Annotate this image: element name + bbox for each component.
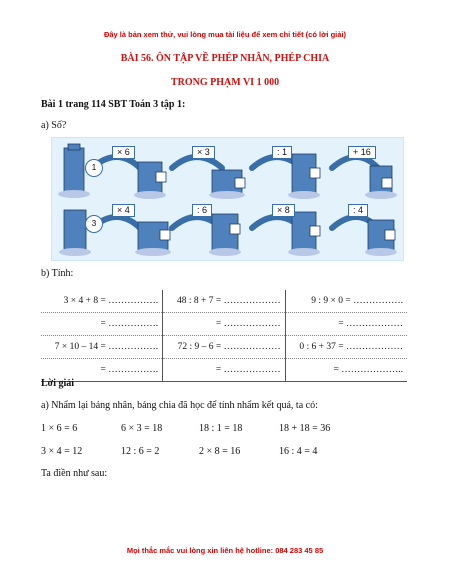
table-row (41, 290, 407, 313)
calc-cell: = ……………… (163, 359, 285, 382)
calc-cell: 3 × 4 + 8 = ……………. (41, 290, 163, 313)
exercise-heading: Bài 1 trang 114 SBT Toán 3 tập 1: (41, 99, 186, 110)
start-number-row1: 1 (85, 159, 103, 177)
lesson-title: BÀI 56. ÔN TẬP VỀ PHÉP NHÂN, PHÉP CHIA (120, 53, 330, 64)
operator-label: × 3 (192, 146, 215, 159)
fact-item: 18 + 18 = 36 (279, 423, 331, 434)
calc-cell: = ……………….. (285, 359, 407, 382)
table-row (41, 336, 407, 359)
fact-item: 1 × 6 = 6 (41, 423, 78, 434)
calc-cell: 9 : 9 × 0 = ……………. (285, 290, 407, 313)
fact-item: 3 × 4 = 12 (41, 446, 83, 457)
calc-cell: = ……………… (285, 313, 407, 336)
operator-label: + 16 (348, 146, 376, 159)
table-row (41, 359, 407, 382)
calc-cell: 7 × 10 – 14 = ……………. (41, 336, 163, 359)
operator-label: : 1 (272, 146, 292, 159)
fact-item: 12 : 6 = 2 (121, 446, 160, 457)
calc-cell: = ……………… (163, 313, 285, 336)
calc-cell: 48 : 8 + 7 = ……………… (163, 290, 285, 313)
calculation-table (41, 290, 407, 382)
solution-heading: Lời giải (41, 378, 75, 389)
part-a-label: a) Số? (41, 120, 67, 131)
table-row (41, 313, 407, 336)
fact-item: 18 : 1 = 18 (199, 423, 243, 434)
hotline-banner: Mọi thắc mắc vui lòng xin liên hệ hotline: 084 283 45 85 (126, 546, 324, 555)
lesson-subtitle: TRONG PHẠM VI 1 000 (170, 77, 280, 88)
fact-item: 16 : 4 = 4 (279, 446, 318, 457)
operator-label: × 8 (272, 204, 295, 217)
calc-cell: = ……………. (41, 359, 163, 382)
part-b-label: b) Tính: (41, 268, 74, 279)
fact-item: 2 × 8 = 16 (199, 446, 241, 457)
start-number-row2: 3 (85, 215, 103, 233)
operator-label: × 6 (112, 146, 135, 159)
fact-item: 6 × 3 = 18 (121, 423, 163, 434)
calc-cell: 72 : 9 – 6 = ……………… (163, 336, 285, 359)
building-chain-illustration (51, 137, 404, 261)
operator-label: : 4 (348, 204, 368, 217)
calc-cell: = ……………. (41, 313, 163, 336)
preview-banner: Đây là bản xem thử, vui lòng mua tài liệu để xem chi tiết (có lời giải) (103, 30, 347, 39)
solution-intro: a) Nhẩm lại bảng nhân, bảng chia đã học để tính nhẩm kết quả, ta có: (41, 400, 318, 411)
calc-cell: 0 : 6 + 37 = ……………… (285, 336, 407, 359)
operator-label: : 6 (192, 204, 212, 217)
fill-intro: Ta điền như sau: (41, 468, 108, 479)
operator-label: × 4 (112, 204, 135, 217)
